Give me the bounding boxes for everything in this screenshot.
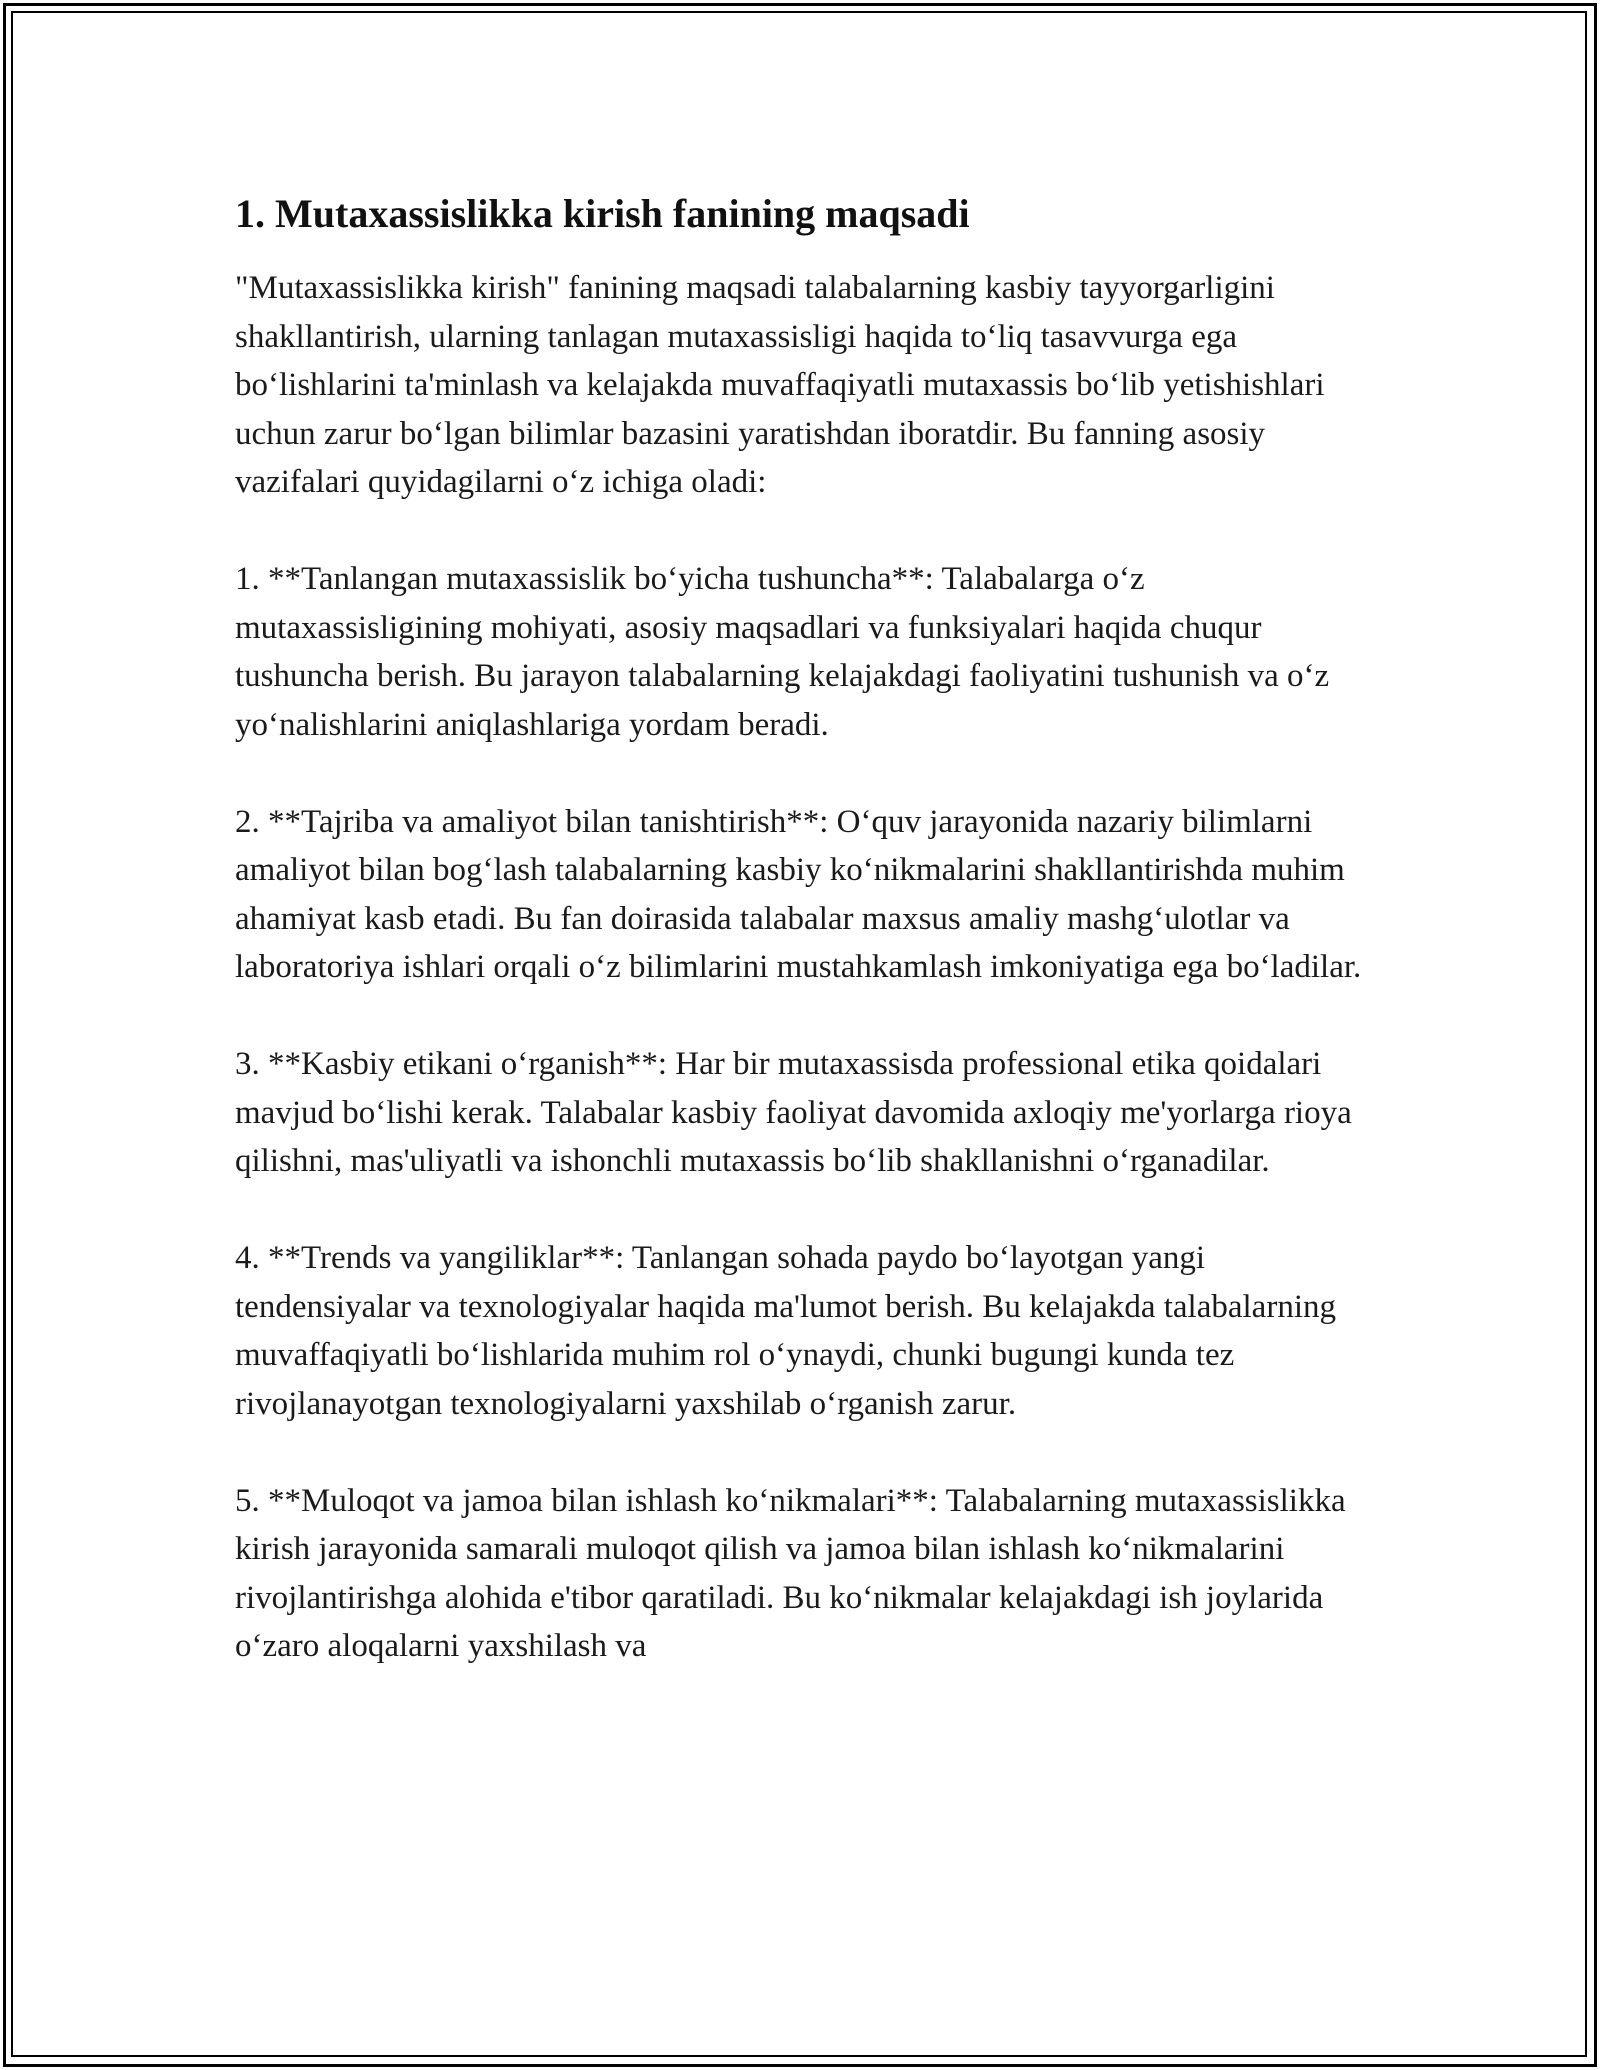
- document-body: [235, 186, 1365, 1719]
- list-item-5: 5. **Muloqot va jamoa bilan ishlash ko‘nikmalari**: Talabalarning mutaxassislikka kirish jarayonida samarali muloqot qilish va jamoa bilan ishlash ko‘nikmalarini rivojlantirishga alohida e'tibor qaratiladi. Bu ko‘nikmalar kelajakdagi ish joylarida o‘zaro aloqalarni yaxshilash va: [235, 1482, 1346, 1664]
- list-item-2: 2. **Tajriba va amaliyot bilan tanishtirish**: O‘quv jarayonida nazariy bilimlarni amaliyot bilan bog‘lash talabalarning kasbiy ko‘nikmalarini shakllantirishda muhim ahamiyat kasb etadi. Bu fan doirasida talabalar maxsus amaliy mashg‘ulotlar va laboratoriya ishlari orqali o‘z bilimlarini mustahkamlash imkoniyatiga ega bo‘ladilar.: [235, 803, 1362, 985]
- section-heading: 1. Mutaxassislikka kirish fanining maqsadi: [235, 191, 970, 236]
- list-item-4: 4. **Trends va yangiliklar**: Tanlangan sohada paydo bo‘layotgan yangi tendensiyalar va texnologiyalar haqida ma'lumot berish. Bu kelajakda talabalarning muvaffaqiyatli bo‘lishlarida muhim rol o‘ynaydi, chunki bugungi kunda tez rivojlanayotgan texnologiyalarni yaxshilab o‘rganish zarur.: [235, 1240, 1336, 1422]
- list-item-1: 1. **Tanlangan mutaxassislik bo‘yicha tushuncha**: Talabalarga o‘z mutaxassisligining mohiyati, asosiy maqsadlari va funksiyalari haqida chuqur tushuncha berish. Bu jarayon talabalarning kelajakdagi faoliyatini tushunish va o‘z yo‘nalishlarini aniqlashlariga yordam beradi.: [235, 561, 1330, 743]
- list-item-3: 3. **Kasbiy etikani o‘rganish**: Har bir mutaxassisda professional etika qoidalari mavjud bo‘lishi kerak. Talabalar kasbiy faoliyat davomida axloqiy me'yorlarga rioya qilishni, mas'uliyatli va ishonchli mutaxassis bo‘lib shakllanishni o‘rganadilar.: [235, 1046, 1352, 1179]
- intro-paragraph: "Mutaxassislikka kirish" fanining maqsadi talabalarning kasbiy tayyorgarligini shakllantirish, ularning tanlagan mutaxassisligi haqida to‘liq tasavvurga ega bo‘lishlarini ta'minlash va kelajakda muvaffaqiyatli mutaxassis bo‘lib yetishishlari uchun zarur bo‘lgan bilimlar bazasini yaratishdan iboratdir. Bu fanning asosiy vazifalari quyidagilarni o‘z ichiga oladi:: [235, 270, 1325, 500]
